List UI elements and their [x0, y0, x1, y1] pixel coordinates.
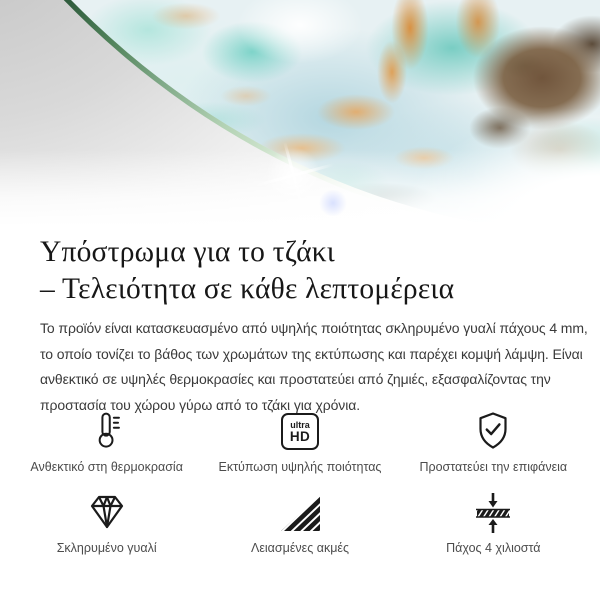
- ultra-hd-icon: ultra HD: [281, 407, 319, 455]
- feature-item-surface-protection: [397, 407, 590, 475]
- feature-label: Λειασμένες ακμές: [250, 541, 349, 555]
- feature-label: Εκτύπωση υψηλής ποιότητας: [218, 460, 382, 474]
- page-title: [40, 232, 560, 307]
- feature-label: Ανθεκτικό στη θερμοκρασία: [30, 460, 183, 474]
- page-title-line1: Υπόστρωμα για το τζάκι: [40, 236, 335, 268]
- feature-label: Πάχος 4 χιλιοστά: [446, 541, 541, 555]
- product-description: Το προϊόν είναι κατασκευασμένο από υψηλής ποιότητας σκληρυμένο γυαλί πάχους 4 mm, το οποίο τονίζει το βάθος των χρωμάτων της εκτύπωσης και παρέχει κομψή λάμψη. Είναι ανθεκτικό σε υψηλές θερμοκρασίες και προστατεύει από ζημιές, εξασφαλίζοντας την προστασία του χώρου γύρω από το τζάκι για χρόνια.: [40, 320, 588, 413]
- feature-item-tempered-glass: [10, 488, 203, 556]
- polished-edges-icon: [277, 488, 323, 536]
- diamond-icon: [84, 488, 130, 536]
- thermometer-icon: [85, 407, 129, 455]
- feature-grid: [10, 407, 590, 556]
- feature-item-thickness: [397, 488, 590, 556]
- feature-item-temperature: [10, 407, 203, 475]
- feature-label: Σκληρυμένο γυαλί: [56, 541, 157, 555]
- shield-check-icon: [471, 407, 515, 455]
- feature-item-polished-edges: [203, 488, 396, 556]
- hero-product-photo: [0, 0, 600, 232]
- lens-flare-glint: [318, 190, 348, 216]
- thickness-icon: [470, 488, 516, 536]
- text-content: [0, 232, 600, 418]
- feature-item-print-quality: [203, 407, 396, 475]
- feature-label: Προστατεύει την επιφάνεια: [419, 460, 568, 474]
- page-title-line2: – Τελειότητα σε κάθε λεπτομέρεια: [40, 272, 455, 305]
